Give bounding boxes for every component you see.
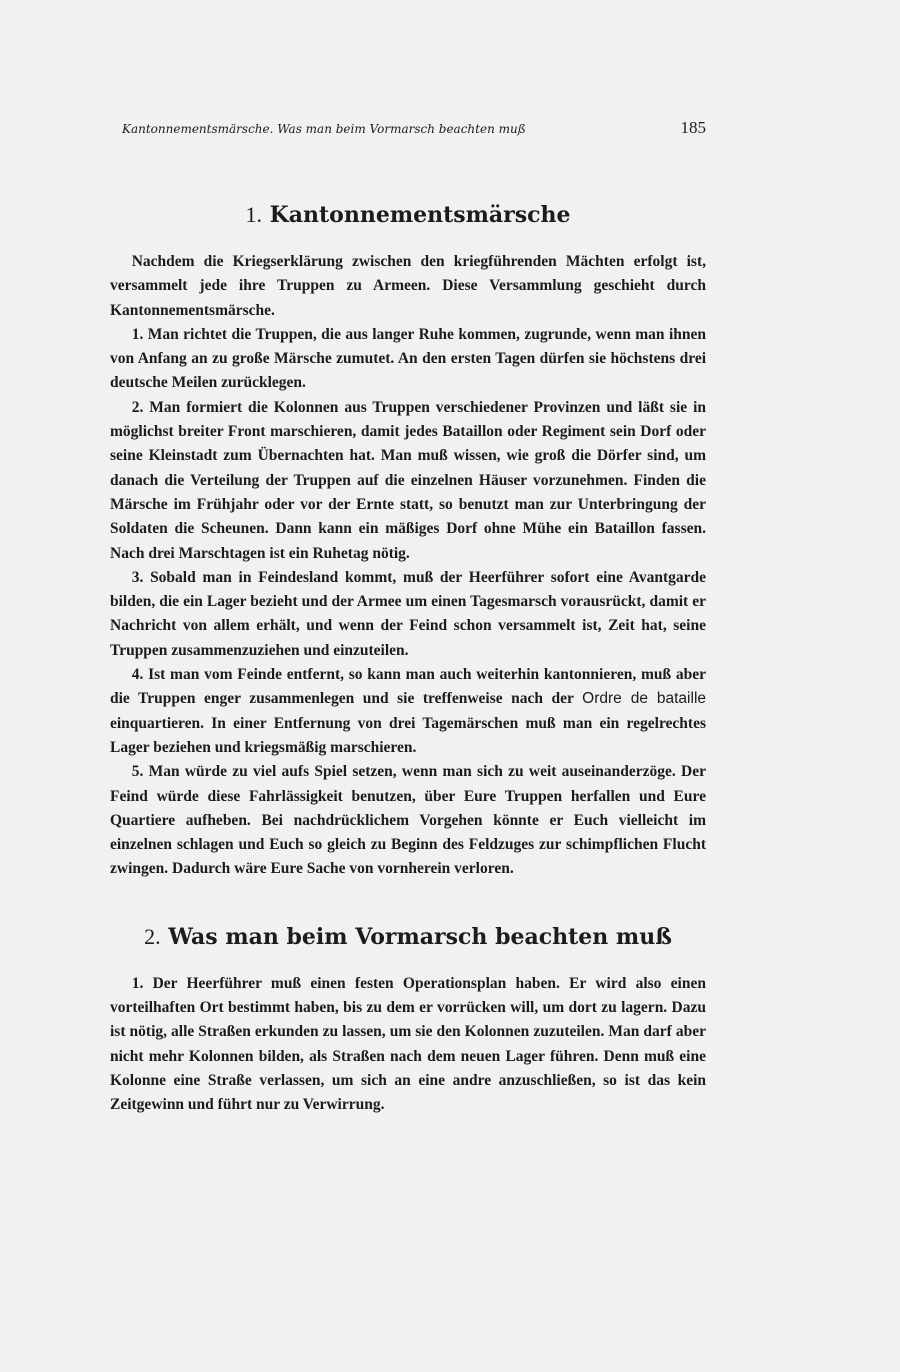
book-page — [110, 0, 706, 1158]
paragraph-item-4 — [110, 663, 706, 760]
section-title-text: Kantonnementsmärsche — [269, 202, 571, 228]
paragraph-intro: Nachdem die Kriegserklärung zwischen den kriegführenden Mächten erfolgt ist, versammelt jede ihre Truppen zu Armeen. Diese Versammlung geschieht durch Kantonnementsmärsche. — [110, 253, 706, 319]
paragraph-item-3: 3. Sobald man in Feindesland kommt, muß der Heerführer sofort eine Avantgarde bilden, die ein Lager bezieht und der Armee um einen Tagesmarsch vorausrückt, damit er Nachricht von allem erhält, und wenn der Feind schon versammelt ist, Zeit hat, seine Truppen zusammenzuziehen und einzuteilen. — [110, 568, 706, 659]
running-title: Kantonnementsmärsche. Was man beim Vormarsch beachten muß — [122, 122, 526, 136]
section-number: 2. — [144, 923, 161, 949]
section-title-text: Was man beim Vormarsch beachten muß — [168, 923, 672, 950]
section-body-kantonnementsmaersche — [110, 250, 706, 882]
paragraph-item-1: 1. Man richtet die Truppen, die aus langer Ruhe kommen, zugrunde, wenn man ihnen von Anfang an zu große Märsche zumutet. An den ersten Tagen dürfen sie höchstens drei deutsche Meilen zurücklegen. — [110, 325, 706, 392]
section-number: 1. — [245, 202, 262, 227]
latin-phrase: Ordre de bataille — [582, 690, 707, 708]
paragraph-item-5: 5. Man würde zu viel aufs Spiel setzen, wenn man sich zu weit auseinanderzöge. Der Feind würde diese Fahrlässigkeit benutzen, über Eure Truppen herfallen und Eure Quartiere aufheben. Bei nachdrücklichem Vorgehen könnte er Euch vielleicht im einzelnen schlagen und Euch so gleich zu Beginn des Feldzuges zur schimpflichen Flucht zwingen. Dadurch wäre Eure Sache von vornherein verloren. — [110, 763, 706, 878]
paragraph-item-1: 1. Der Heerführer muß einen festen Operationsplan haben. Er wird also einen vorteilhaften Ort bestimmt haben, bis zu dem er vorrücken will, um dort zu lagern. Dazu ist nötig, alle Straßen erkunden zu lassen, um sie den Kolonnen zuzuteilen. Man darf aber nicht mehr Kolonnen bilden, als Straßen nach dem neuen Lager führen. Denn muß eine Kolonne eine Straße verlassen, um sich an eine andre anzuschließen, so ist das kein Zeitgewinn und führt nur zu Verwirrung. — [110, 974, 706, 1114]
page-number: 185 — [680, 118, 706, 137]
paragraph-text: 4. Ist man vom Feinde entfernt, so kann man auch weiterhin kantonnieren, muß aber die Truppen enger zusammenlegen und sie treffenweise nach der — [110, 666, 706, 708]
section-heading-kantonnementsmaersche — [110, 200, 706, 230]
paragraph-item-2: 2. Man formiert die Kolonnen aus Truppen verschiedener Provinzen und läßt sie in möglichst breiter Front marschieren, damit jedes Bataillon oder Regiment sein Dorf oder seine Kleinstadt zum Übernachten hat. Man muß wissen, wie groß die Dörfer sind, um danach die Verteilung der Truppen auf die einzelnen Häuser vorzunehmen. Finden die Märsche im Frühjahr oder vor der Ernte statt, so benutzt man zur Unterbringung der Soldaten die Scheunen. Dann kann ein mäßiges Dorf ohne Mühe ein Bataillon fassen. Nach drei Marschtagen ist ein Ruhetag nötig. — [110, 398, 706, 562]
running-head — [110, 118, 706, 142]
paragraph-text: einquartieren. In einer Entfernung von drei Tagemärschen muß man ein regelrechtes Lager beziehen und kriegsmäßig marschieren. — [110, 714, 706, 756]
section-body-vormarsch — [110, 972, 706, 1118]
section-heading-vormarsch — [110, 922, 706, 952]
